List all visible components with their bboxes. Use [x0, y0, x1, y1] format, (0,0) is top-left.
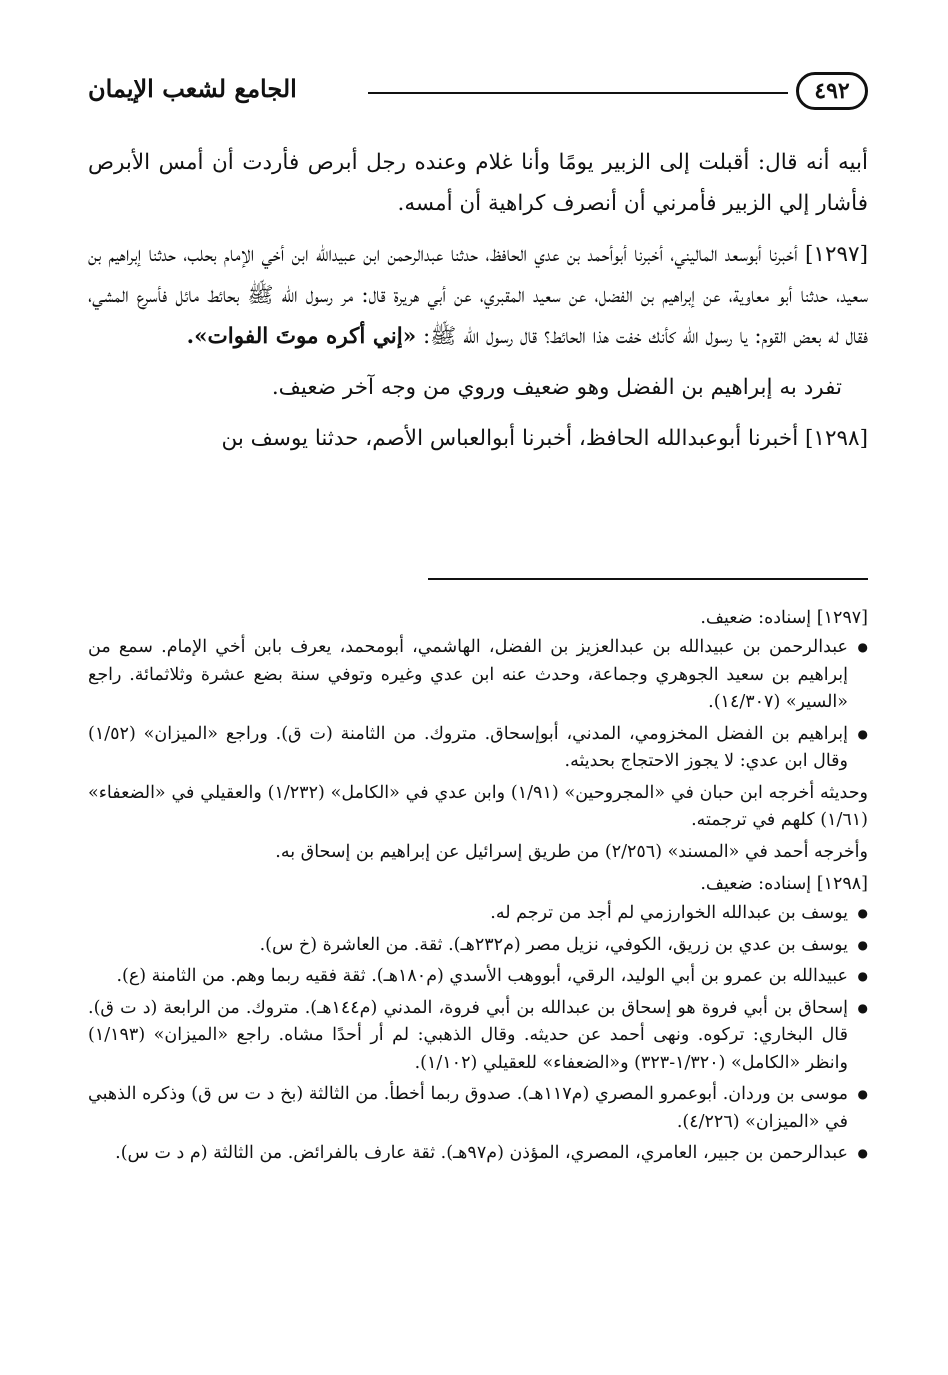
- narrator-note: ● إسحاق بن أبي فروة هو إسحاق بن عبدالله بن أبي فروة، المدني (م١٤٤هـ). متروك. من الرابعة (د ت ق). قال البخاري: تركوه. ونهى أحمد عن حديثه. وقال الذهبي: لم أر أحدًا مشاه. راجع «الميزان» (١/١٩٣) وانظر «الكامل» (١/٣٢٠-٣٢٣) و«الضعفاء» للعقيلي (١/١٠٢).: [88, 995, 868, 1078]
- hadith-1298: [88, 418, 868, 459]
- narrator-note: ● عبدالرحمن بن عبيدالله بن عبدالعزيز بن الفضل، الهاشمي، أبومحمد، يعرف بابن أخي الإمام. سمع من إبراهيم بن سعيد الجوهري وجماعة، وحدث عنه ابن عدي وغيره وتوفي سنة بضع عشرة وثلاثمائة. راجع «السير» (١٤/٣٠٧).: [88, 634, 868, 717]
- page-header: [88, 70, 868, 120]
- note-heading-1298: [١٢٩٨] إسناده: ضعيف.: [700, 874, 868, 894]
- header-rule: [368, 92, 788, 94]
- page-number: ٤٩٢: [796, 72, 868, 110]
- narrator-note: ● عبدالرحمن بن جبير، العامري، المصري، المؤذن (م٩٧هـ). ثقة عارف بالفرائض. من الثالثة (م د ت س).: [88, 1140, 868, 1168]
- takhrij-paragraph: وأخرجه أحمد في «المسند» (٢/٢٥٦) من طريق إسرائيل عن إبراهيم بن إسحاق به.: [275, 841, 868, 862]
- footnotes: [88, 602, 868, 1172]
- hadith-number-1297: [١٢٩٧]: [805, 242, 868, 267]
- narrator-note: ● يوسف بن عبدالله الخوارزمي لم أجد من ترجم له.: [88, 900, 868, 928]
- narrator-note: ● يوسف بن عدي بن زريق، الكوفي، نزيل مصر (م٢٣٢هـ). ثقة. من العاشرة (خ س).: [88, 932, 868, 960]
- note-list-1297: [88, 634, 868, 776]
- hadith-text-1297: أخبرنا أبوسعد الماليني، أخبرنا أبوأحمد بن عدي الحافظ، حدثنا عبدالرحمن ابن عبيدالله ابن أخي الإمام بحلب، حدثنا إبراهيم بن سعيد، حدثنا أبو معاوية، عن إبراهيم بن الفضل، عن سعيد المقبري، عن أبي هريرة قال: مر رسول الله ﷺ بحائط مائل فأسرع المشي، فقال له بعض القوم: يا رسول الله كأنك خفت هذا الحائط؟ قال رسول الله ﷺ:: [88, 242, 868, 349]
- book-title: الجامع لشعب الإيمان: [88, 74, 297, 103]
- hadith-1297: [88, 234, 868, 357]
- hadith-quote-1297: «إني أكره موتَ الفوات».: [186, 324, 417, 349]
- author-comment: تفرد به إبراهيم بن الفضل وهو ضعيف وروي من وجه آخر ضعيف.: [271, 375, 842, 400]
- hadith-number-1298: [١٢٩٨]: [805, 426, 868, 451]
- paragraph-continuation: أبيه أنه قال: أقبلت إلى الزبير يومًا وأنا غلام وعنده رجل أبرص فأردت أن أمس الأبرص فأشار إلي الزبير فأمرني أن أنصرف كراهية أن أمسه.: [88, 150, 868, 216]
- narrator-note: ● موسى بن وردان. أبوعمرو المصري (م١١٧هـ). صدوق ربما أخطأ. من الثالثة (بخ د ت س ق) وذكره الذهبي في «الميزان» (٤/٢٢٦).: [88, 1081, 868, 1136]
- note-list-1298: [88, 900, 868, 1168]
- takhrij-paragraph: وحديثه أخرجه ابن حبان في «المجروحين» (١/٩١) وابن عدي في «الكامل» (١/٢٣٢) والعقيلي في «الضعفاء» (١/٦١) كلهم في ترجمته.: [88, 782, 868, 830]
- narrator-note: ● إبراهيم بن الفضل المخزومي، المدني، أبوإسحاق. متروك. من الثامنة (ت ق). وراجع «الميزان» (١/٥٢) وقال ابن عدي: لا يجوز الاحتجاج بحديثه.: [88, 721, 868, 776]
- note-heading-1297: [١٢٩٧] إسناده: ضعيف.: [700, 608, 868, 628]
- hadith-text-1298: أخبرنا أبوعبدالله الحافظ، أخبرنا أبوالعباس الأصم، حدثنا يوسف بن: [221, 426, 799, 451]
- narrator-note: ● عبيدالله بن عمرو بن أبي الوليد، الرقي، أبووهب الأسدي (م١٨٠هـ). ثقة فقيه ربما وهم. من الثامنة (ع).: [88, 963, 868, 991]
- footnote-separator: [428, 578, 868, 580]
- main-text: [88, 142, 868, 469]
